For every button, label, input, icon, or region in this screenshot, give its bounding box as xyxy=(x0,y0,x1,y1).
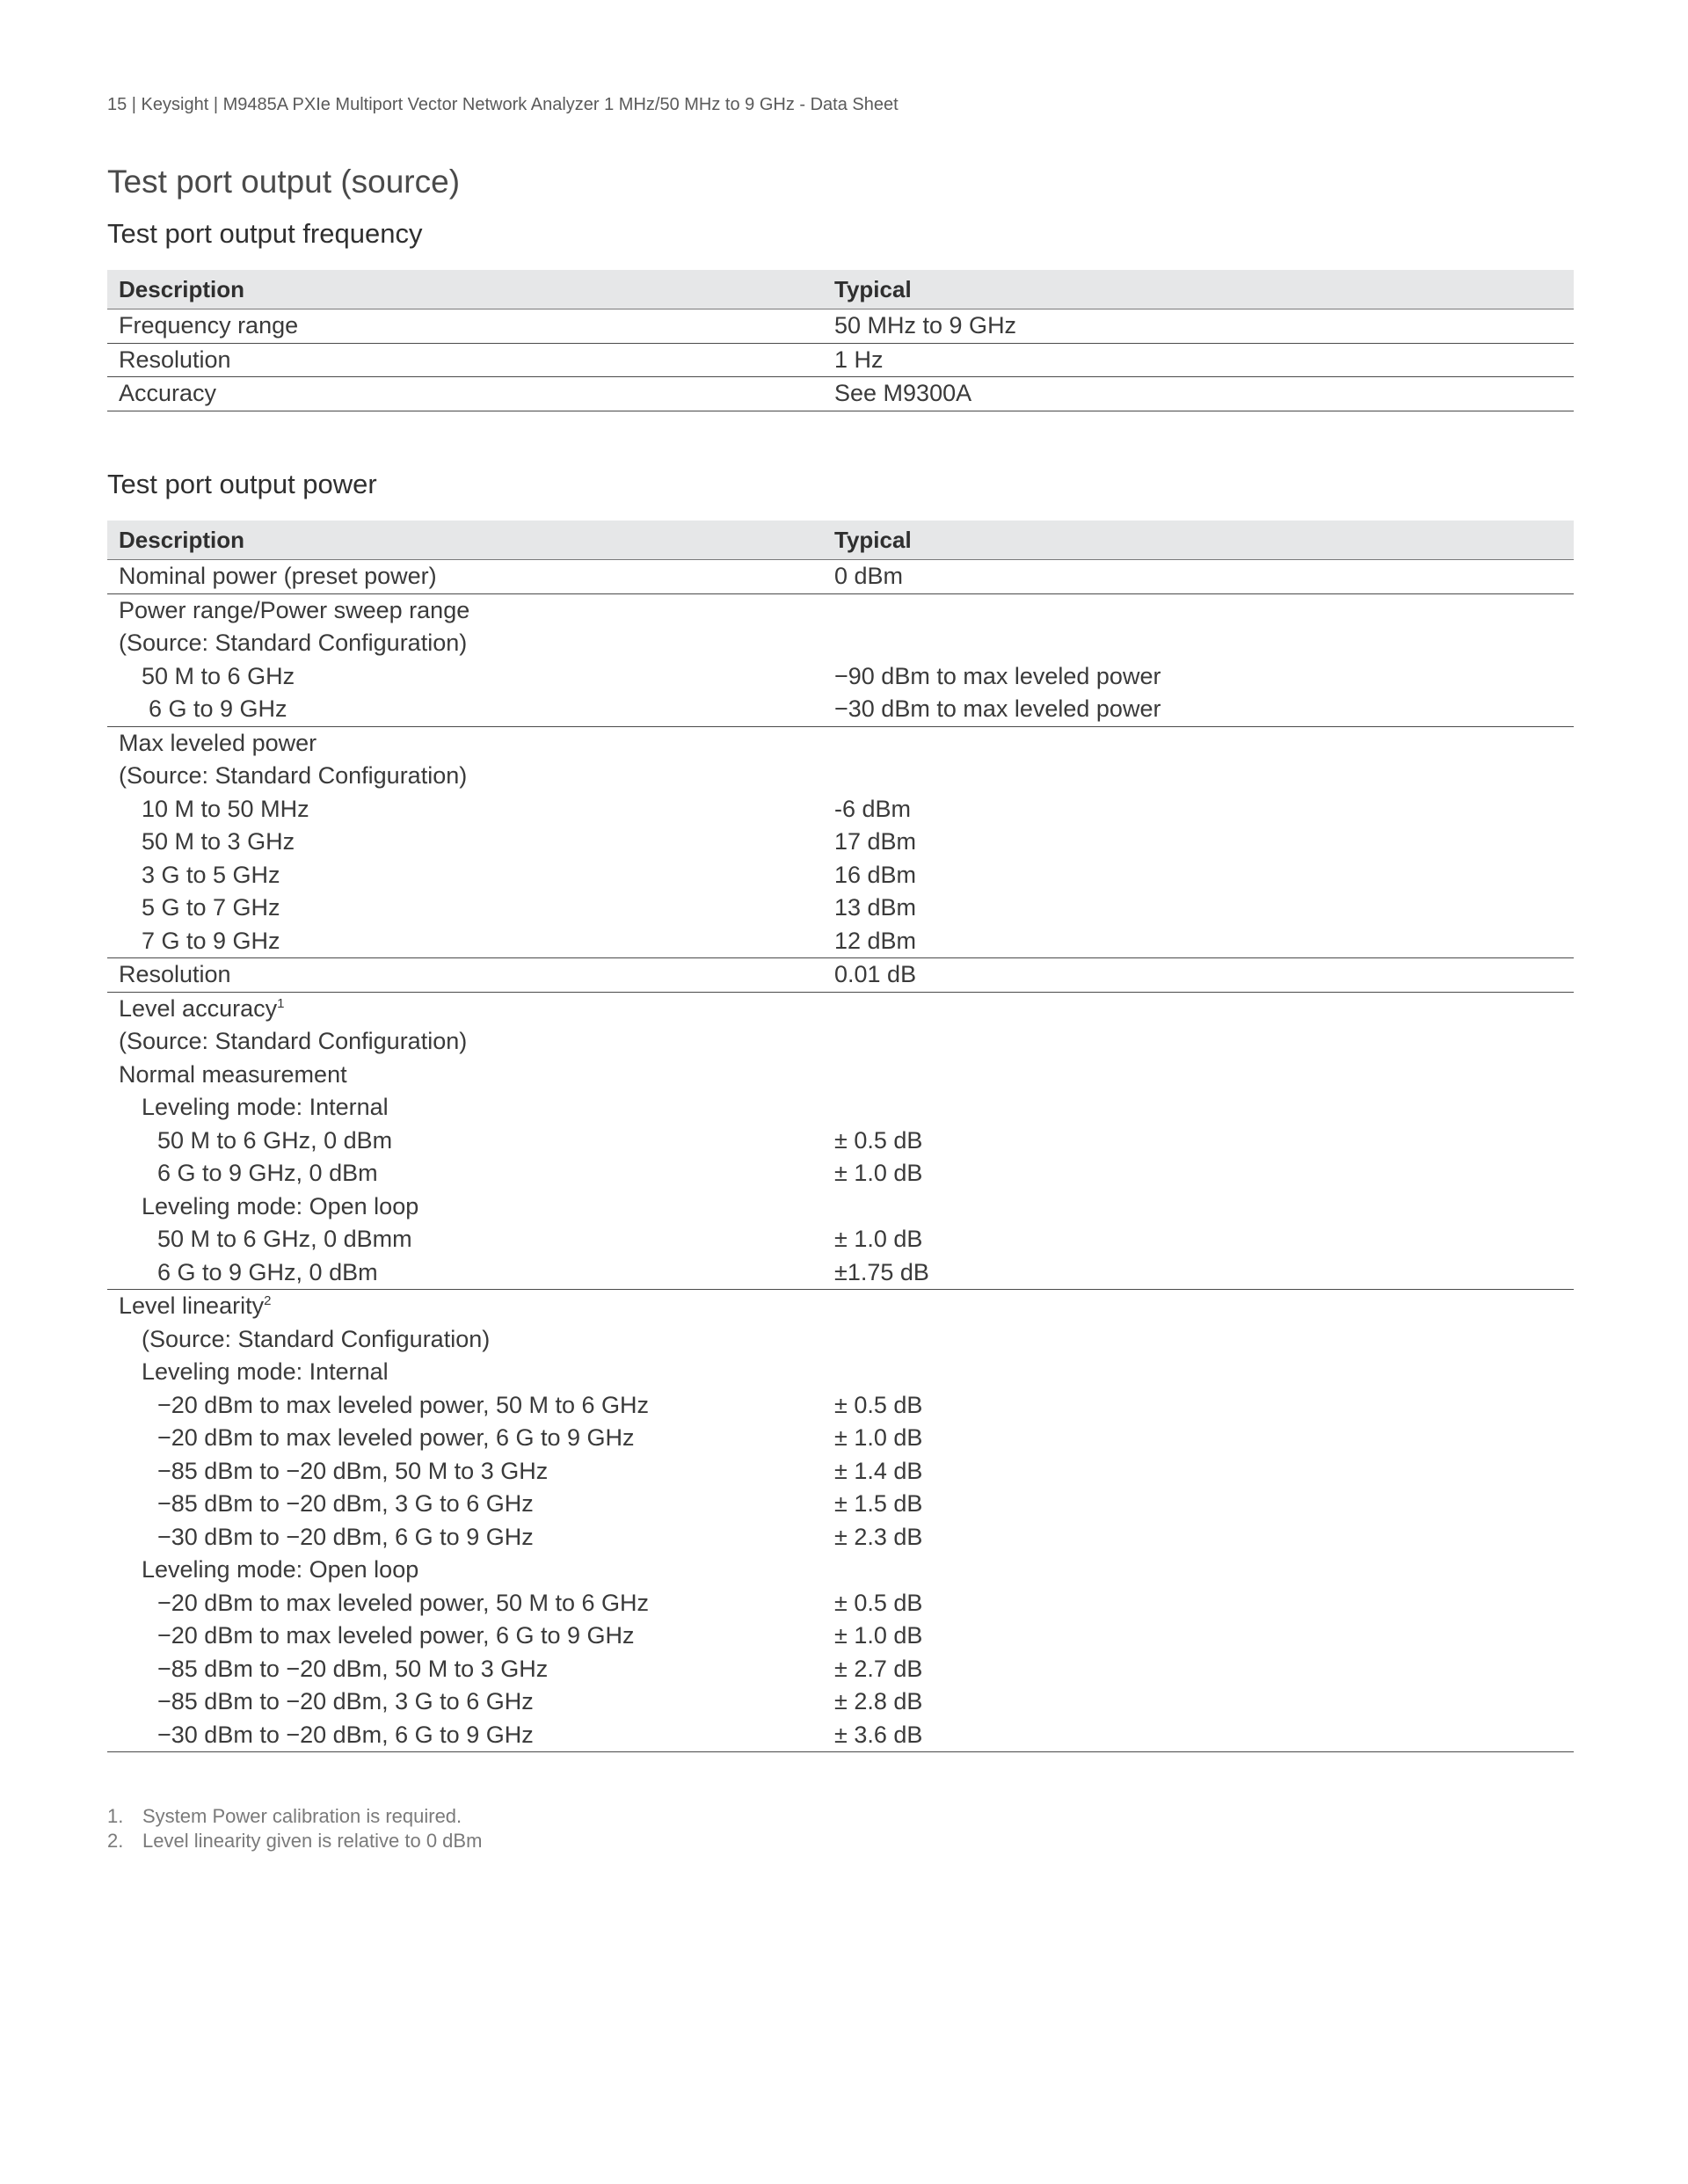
range-item: 50 M to 6 GHz xyxy=(142,662,295,689)
footnotes xyxy=(107,1804,482,1853)
source-note: (Source: Standard Configuration) xyxy=(142,1325,491,1352)
max-value: 16 dBm xyxy=(834,861,917,888)
table-row-nominal-power xyxy=(107,560,1574,594)
linearity-value: ± 1.0 dB xyxy=(834,1424,923,1451)
table-row-level-accuracy xyxy=(107,992,1574,1290)
linearity-value: ± 2.7 dB xyxy=(834,1655,923,1682)
linearity-item: −85 dBm to −20 dBm, 3 G to 6 GHz xyxy=(157,1688,534,1714)
source-note: (Source: Standard Configuration) xyxy=(119,762,468,789)
footnote-2: 2. Level linearity given is relative to 0 dBm xyxy=(107,1830,483,1852)
row-description: Resolution xyxy=(119,346,231,373)
accuracy-item: 50 M to 6 GHz, 0 dBm xyxy=(157,1126,393,1154)
linearity-item: −20 dBm to max leveled power, 6 G to 9 GHz xyxy=(157,1424,635,1451)
row-description: Accuracy xyxy=(119,380,217,406)
accuracy-item: 6 G to 9 GHz, 0 dBm xyxy=(157,1258,378,1285)
frequency-table xyxy=(107,270,1574,411)
linearity-value: ± 3.6 dB xyxy=(834,1721,923,1748)
linearity-value: ± 2.8 dB xyxy=(834,1688,923,1714)
running-header: 15 | Keysight | M9485A PXIe Multiport Vector Network Analyzer 1 MHz/50 MHz to 9 GHz - Data Sheet xyxy=(107,95,899,114)
table-row-resolution xyxy=(107,958,1574,993)
linearity-item: −20 dBm to max leveled power, 50 M to 6 GHz xyxy=(157,1589,650,1616)
column-header-description: Description xyxy=(107,521,823,560)
linearity-item: −30 dBm to −20 dBm, 6 G to 9 GHz xyxy=(157,1721,534,1748)
measurement-label: Normal measurement xyxy=(119,1060,347,1088)
column-header-description: Description xyxy=(107,270,823,309)
table-row xyxy=(107,309,1574,344)
table-row xyxy=(107,377,1574,411)
max-value: -6 dBm xyxy=(834,795,912,822)
footnote-ref: 1 xyxy=(277,995,285,1011)
leveling-mode-open-loop: Leveling mode: Open loop xyxy=(142,1556,419,1583)
column-header-typical: Typical xyxy=(823,521,1574,560)
power-subsection-title: Test port output power xyxy=(107,469,377,499)
table-row-power-range xyxy=(107,593,1574,726)
max-item: 7 G to 9 GHz xyxy=(142,927,280,954)
range-value: −30 dBm to max leveled power xyxy=(834,695,1161,722)
row-description: Frequency range xyxy=(119,312,299,339)
footnote-ref: 2 xyxy=(264,1293,272,1308)
row-description: Max leveled power xyxy=(119,729,317,756)
linearity-value: ± 0.5 dB xyxy=(834,1391,923,1418)
leveling-mode-open-loop: Leveling mode: Open loop xyxy=(142,1192,419,1219)
row-value: 50 MHz to 9 GHz xyxy=(834,312,1017,339)
table-row-max-leveled-power xyxy=(107,726,1574,958)
accuracy-value: ± 0.5 dB xyxy=(834,1126,923,1154)
linearity-item: −20 dBm to max leveled power, 6 G to 9 GHz xyxy=(157,1622,635,1649)
max-value: 13 dBm xyxy=(834,894,917,921)
frequency-subsection-title: Test port output frequency xyxy=(107,218,423,249)
row-value: 0.01 dB xyxy=(834,961,917,987)
row-description: Level linearity$^2$ xyxy=(119,1292,272,1319)
footnote-1: 1. System Power calibration is required. xyxy=(107,1805,462,1827)
row-description: Resolution xyxy=(119,961,231,987)
row-value: 0 dBm xyxy=(834,563,904,589)
accuracy-item: 50 M to 6 GHz, 0 dBmm xyxy=(157,1226,412,1252)
table-header-row xyxy=(107,521,1574,560)
row-description: Nominal power (preset power) xyxy=(119,563,437,589)
linearity-item: −85 dBm to −20 dBm, 3 G to 6 GHz xyxy=(157,1490,534,1517)
linearity-item: −30 dBm to −20 dBm, 6 G to 9 GHz xyxy=(157,1523,534,1550)
row-value: 1 Hz xyxy=(834,346,884,373)
linearity-value: ± 1.4 dB xyxy=(834,1457,923,1484)
row-value: See M9300A xyxy=(834,380,972,406)
table-row xyxy=(107,343,1574,377)
leveling-mode-internal: Leveling mode: Internal xyxy=(142,1358,389,1385)
max-value: 12 dBm xyxy=(834,927,917,954)
leveling-mode-internal: Leveling mode: Internal xyxy=(142,1094,389,1120)
linearity-item: −85 dBm to −20 dBm, 50 M to 3 GHz xyxy=(157,1655,549,1682)
range-value: −90 dBm to max leveled power xyxy=(834,662,1161,689)
accuracy-value: ± 1.0 dB xyxy=(834,1160,923,1186)
max-item: 10 M to 50 MHz xyxy=(142,795,309,822)
table-row-level-linearity xyxy=(107,1290,1574,1752)
linearity-item: −85 dBm to −20 dBm, 50 M to 3 GHz xyxy=(157,1457,549,1484)
table-header-row xyxy=(107,270,1574,309)
row-description: Power range/Power sweep range xyxy=(119,596,470,623)
row-description: Level accuracy$^1$ xyxy=(119,994,285,1022)
column-header-typical: Typical xyxy=(823,270,1574,309)
linearity-value: ± 0.5 dB xyxy=(834,1589,923,1616)
max-value: 17 dBm xyxy=(834,828,917,855)
max-item: 3 G to 5 GHz xyxy=(142,861,280,888)
max-item: 5 G to 7 GHz xyxy=(142,894,280,921)
source-note: (Source: Standard Configuration) xyxy=(119,630,468,656)
linearity-item: −20 dBm to max leveled power, 50 M to 6 GHz xyxy=(157,1391,650,1418)
linearity-value: ± 1.0 dB xyxy=(834,1622,923,1649)
range-item: 6 G to 9 GHz xyxy=(149,695,287,722)
source-note: (Source: Standard Configuration) xyxy=(119,1028,468,1054)
section-title: Test port output (source) xyxy=(107,164,461,200)
max-item: 50 M to 3 GHz xyxy=(142,828,295,855)
accuracy-value: ± 1.0 dB xyxy=(834,1226,923,1252)
linearity-value: ± 2.3 dB xyxy=(834,1523,923,1550)
accuracy-item: 6 G to 9 GHz, 0 dBm xyxy=(157,1160,378,1186)
power-table xyxy=(107,521,1574,1752)
linearity-value: ± 1.5 dB xyxy=(834,1490,923,1517)
accuracy-value: ±1.75 dB xyxy=(834,1258,929,1285)
